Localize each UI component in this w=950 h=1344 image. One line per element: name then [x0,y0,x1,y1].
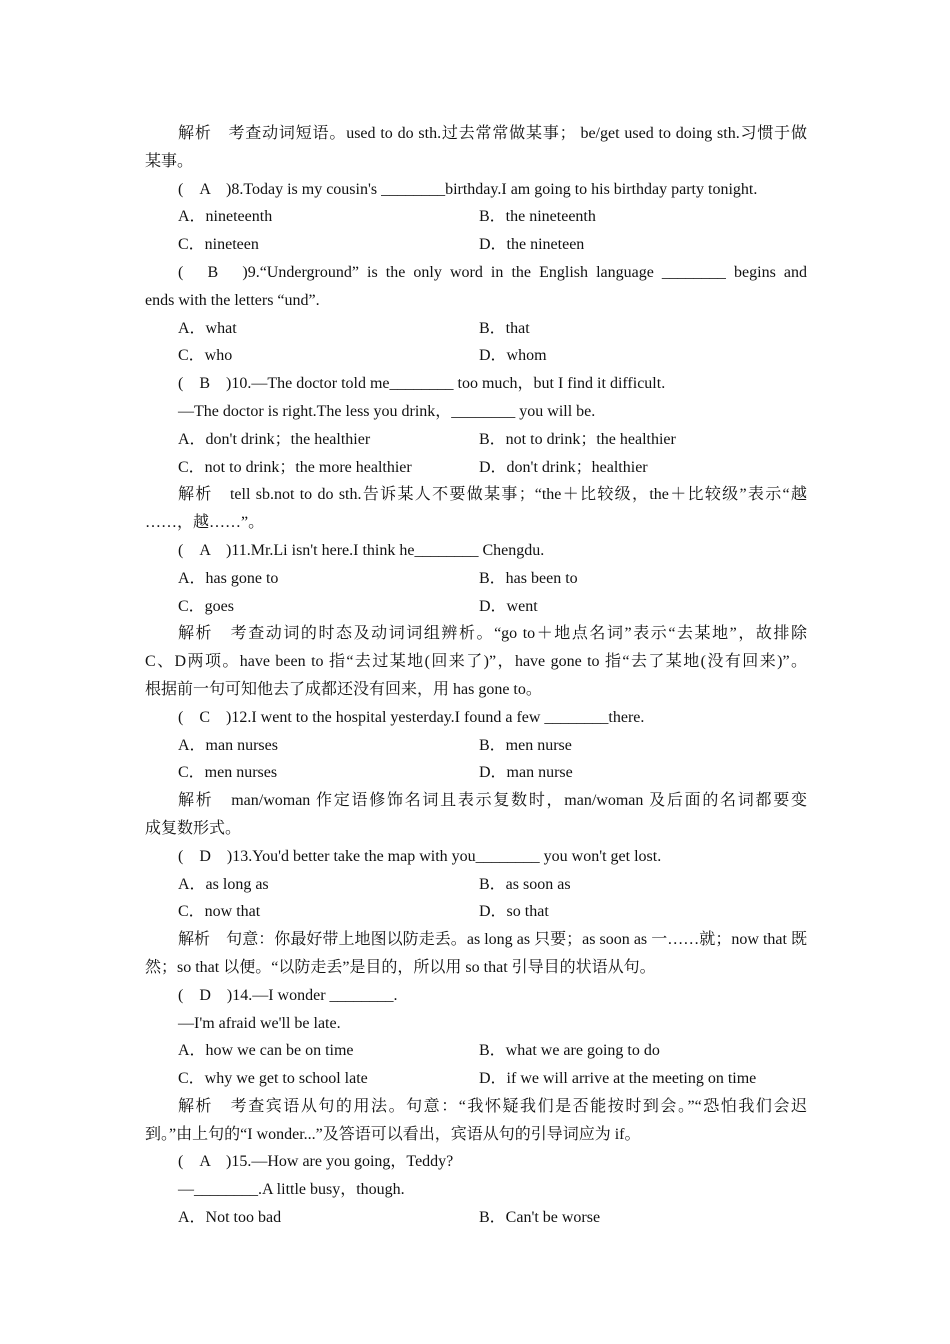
explanation-line: 解析 考查动词短语。used to do sth.过去常常做某事； be/get used to doing sth.习惯于做 [178,125,807,142]
text-line: ……，越……”。 [145,514,265,532]
question-line: ( A )8.Today is my cousin's ________birthday.I am going to his birthday party tonight. [178,180,758,198]
answer-options-row [145,565,807,593]
answer-option: A．as long as [178,875,269,893]
answer-option: B．men nurse [479,736,572,754]
question-line: ( B )10.—The doctor told me________ too much，but I find it difficult. [178,375,666,393]
answer-options-row [145,732,807,760]
answer-option: A．nineteenth [178,208,273,226]
answer-option: A．how we can be on time [178,1042,354,1060]
answer-option: C．nineteen [178,236,259,254]
answer-option: B．what we are going to do [479,1042,660,1060]
question-line: ( A )15.—How are you going，Teddy? [178,1153,454,1171]
answer-options-row [145,342,807,370]
document-page [145,120,807,1232]
answer-options-row [145,426,807,454]
answer-option: D．went [479,597,538,615]
text-line: 成复数形式。 [145,819,242,837]
answer-options-row [145,1037,807,1065]
question-line: ( C )12.I went to the hospital yesterday.I found a few ________there. [178,708,645,726]
answer-options-row [145,315,807,343]
answer-options-row [145,231,807,259]
question-line: ( A )11.Mr.Li isn't here.I think he________ Chengdu. [178,541,545,559]
answer-option: C．who [178,347,233,365]
answer-option: D．man nurse [479,764,573,782]
answer-options-row [145,203,807,231]
answer-option: C．not to drink；the more healthier [178,458,412,476]
explanation-line: 解析 考查宾语从句的用法。句意：“我怀疑我们是否能按时到会。”“恐怕我们会迟 [178,1097,807,1115]
explanation-line: 解析 句意：你最好带上地图以防走丢。as long as 只要；as soon as 一……就；now that 既 [178,931,807,949]
answer-options-row [145,759,807,787]
answer-option: D．so that [479,903,549,921]
answer-options-row [145,454,807,482]
answer-option: A．what [178,319,237,337]
answer-option: C．why we get to school late [178,1070,368,1088]
answer-options-row [145,1065,807,1093]
answer-option: A．man nurses [178,736,278,754]
answer-option: C．men nurses [178,764,278,782]
text-line: —________.A little busy，though. [178,1181,405,1199]
text-line: —I'm afraid we'll be late. [178,1014,341,1032]
explanation-line: 解析 考查动词的时态及动词词组辨析。“go to＋地点名词”表示“去某地”，故排除 [178,625,807,643]
answer-option: A．has gone to [178,569,279,587]
question-line: ( B )9.“Underground” is the only word in the English language ________ begins and [178,263,807,281]
answer-options-row [145,898,807,926]
text-line: 到。”由上句的“I wonder...”及答语可以看出，宾语从句的引导词应为 if。 [145,1125,641,1143]
question-line: ( D )13.You'd better take the map with you________ you won't get lost. [178,847,662,865]
answer-option: D．don't drink；healthier [479,458,648,476]
answer-option: A．don't drink；the healthier [178,430,371,448]
explanation-line: 解析 man/woman 作定语修饰名词且表示复数时，man/woman 及后面的名词都要变 [178,792,807,810]
answer-option: B．Can't be worse [479,1209,601,1227]
question-line: ( D )14.—I wonder ________. [178,986,398,1004]
text-line: 根据前一句可知他去了成都还没有回来，用 has gone to。 [145,680,542,698]
answer-options-row [145,593,807,621]
answer-options-row [145,1204,807,1232]
text-line: —The doctor is right.The less you drink，________ you will be. [178,402,596,420]
answer-option: B．has been to [479,569,578,587]
text-line: C、D两项。have been to 指“去过某地(回来了)”，have gone to 指“去了某地(没有回来)”。 [145,653,807,671]
answer-options-row [145,871,807,899]
explanation-line: 解析 tell sb.not to do sth.告诉某人不要做某事；“the＋比较级，the＋比较级”表示“越 [178,486,807,504]
answer-option: B．that [479,319,530,337]
text-line: ends with the letters “und”. [145,291,320,309]
answer-option: B．as soon as [479,875,571,893]
answer-option: B．not to drink；the healthier [479,430,676,448]
answer-option: D．whom [479,347,547,365]
answer-option: D．the nineteen [479,236,585,254]
text-line: 然；so that 以便。“以防走丢”是目的，所以用 so that 引导目的状语从句。 [145,958,656,976]
answer-option: D．if we will arrive at the meeting on time [479,1070,757,1088]
text-line: 某事。 [145,152,194,170]
answer-option: B．the nineteenth [479,208,596,226]
answer-option: C．now that [178,903,261,921]
answer-option: C．goes [178,597,235,615]
answer-option: A．Not too bad [178,1209,282,1227]
